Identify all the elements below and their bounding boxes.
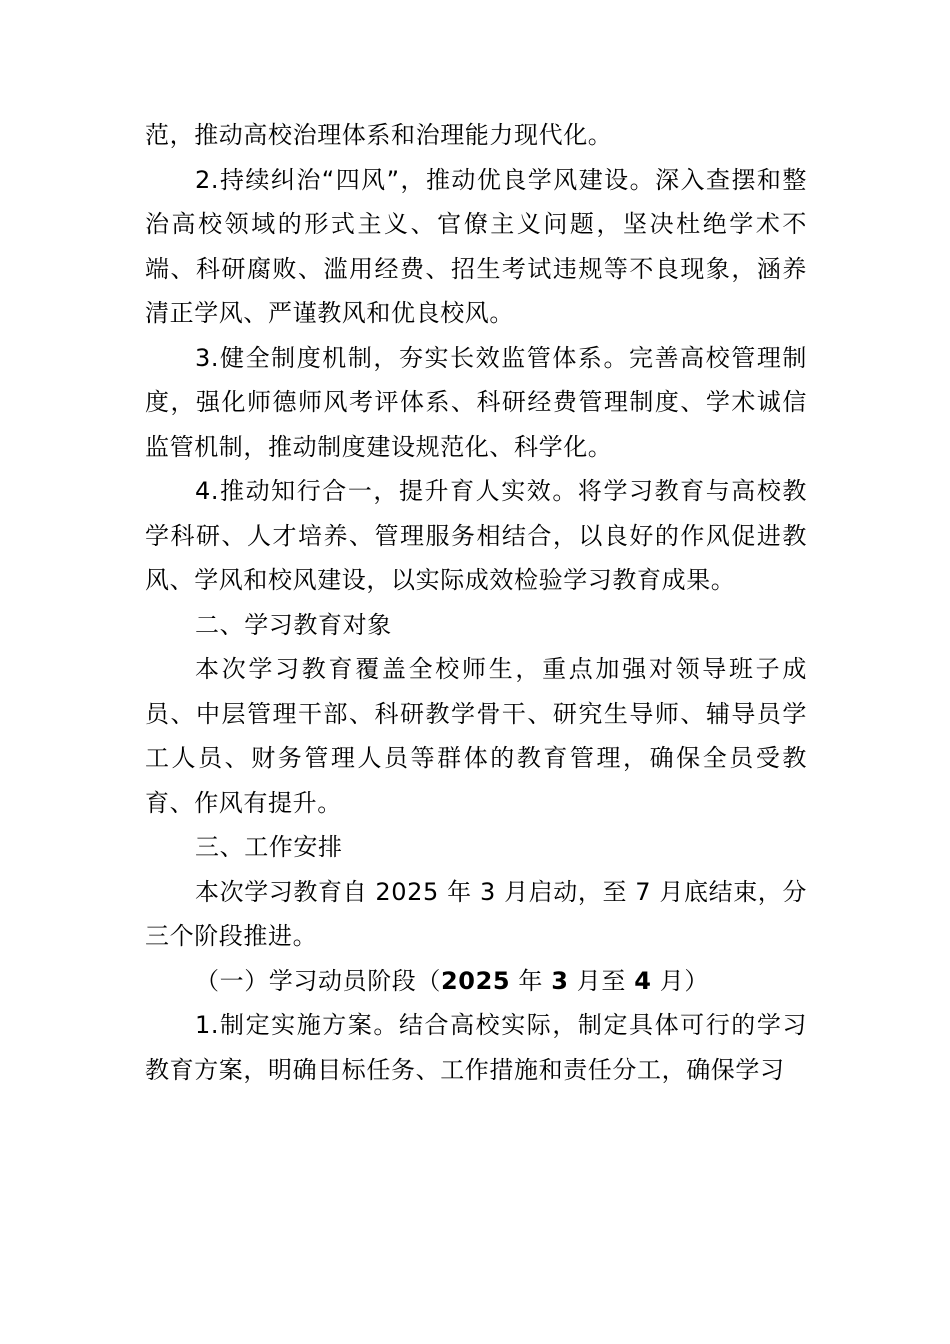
phase-heading-month-start: 3 (551, 966, 569, 995)
phase-heading-month-end: 4 (634, 966, 652, 995)
phase-heading-open: （一）学习动员阶段（ (195, 966, 441, 995)
document-page (145, 113, 807, 1092)
phase-heading (145, 959, 807, 1004)
section-heading-3: 三、工作安排 (195, 833, 343, 861)
phase-heading-nian: 年 (510, 966, 552, 995)
paragraph-continuation: 范，推动高校治理体系和治理能力现代化。 (145, 121, 613, 149)
paragraph-item-4: 4.推动知行合一，提升育人实效。将学习教育与高校教学科研、人才培养、管理服务相结合，以良好的作风促进教风、学风和校风建设，以实际成效检验学习教育成果。 (145, 477, 807, 594)
paragraph-schedule: 本次学习教育自 2025 年 3 月启动，至 7 月底结束，分三个阶段推进。 (145, 877, 807, 950)
phase-heading-yue-zhi: 月至 (568, 966, 635, 995)
phase-heading-year: 2025 (441, 966, 511, 995)
paragraph-plan: 1.制定实施方案。结合高校实际，制定具体可行的学习教育方案，明确目标任务、工作措施和责任分工，确保学习 (145, 1011, 807, 1084)
paragraph-item-2: 2.持续纠治“四风”，推动优良学风建设。深入查摆和整治高校领域的形式主义、官僚主义问题，坚决杜绝学术不端、科研腐败、滥用经费、招生考试违规等不良现象，涵养清正学风、严谨教风和优良校风。 (145, 165, 807, 327)
paragraph-item-3: 3.健全制度机制，夯实长效监管体系。完善高校管理制度，强化师德师风考评体系、科研经费管理制度、学术诚信监管机制，推动制度建设规范化、科学化。 (145, 343, 807, 461)
phase-heading-close: 月） (651, 966, 709, 995)
section-heading-2: 二、学习教育对象 (195, 610, 392, 639)
paragraph-audience: 本次学习教育覆盖全校师生，重点加强对领导班子成员、中层管理干部、科研教学骨干、研究生导师、辅导员学工人员、财务管理人员等群体的教育管理，确保全员受教育、作风有提升。 (145, 655, 807, 817)
